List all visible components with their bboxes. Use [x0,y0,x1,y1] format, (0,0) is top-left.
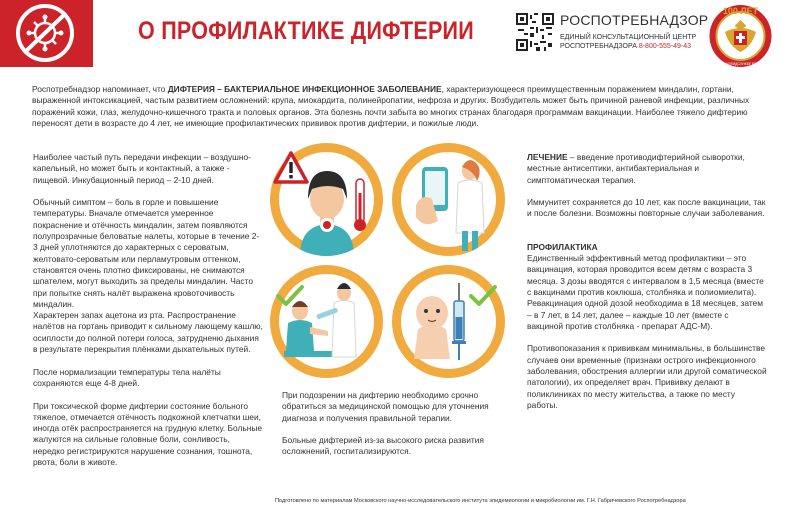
checkmark-icon [468,284,498,308]
emblem-text: 100 ЛЕТ [722,6,759,16]
virus-crossed-icon [10,2,80,64]
intro-part2: , характеризующееся преимущественным поражением миндалин, гортани, выраженной интоксикацией, частым развитием осложнений: крупа, миокардита, полинейропатии, нефроза и других. Возбудитель может быть причиной раневой инфекции, различных поражений кожи, глаз, желудочно-кишечного тракта и половых органов. Эта болезнь почти забыта во многих странах благодаря программам вакцинации. Наиболее тяжело дифтерию переносят дети в возрасте до 4 лет, не имеющие профилактических прививок против дифтерии, и пожилые люди. [32,84,750,128]
emblem-100-years [703,0,778,68]
left-column [33,152,263,480]
qr-code [516,13,554,51]
contraindications-paragraph: Противопоказания к прививкам минимальны, в большинстве случаев они временные (признаки острого инфекционного заболевания, обострения аллергии или другой соматической патологии), их определяет врач. Прививку делают в поликлиниках по месту жительства, а также по месту работы. [527,343,767,410]
illustration-doctor-phone [392,143,505,256]
hotline-phone[interactable]: 8-800-555-49-43 [638,43,691,50]
emblem-sub: ГОССАНЭПИДСЛУЖБЕ РОССИИ [715,62,766,66]
recovery-paragraph: После нормализации температуры тела налёты сохраняются еще 4-8 дней. [33,366,221,388]
middle-column [282,390,510,469]
illustration-vaccination [270,265,383,378]
illustration-baby-syringe [392,265,505,378]
intro-part1: Роспотребнадзор напоминает, что [32,84,168,94]
org-line2: РОСПОТРЕБНАДЗОРА [560,43,637,50]
org-line1: ЕДИНЫЙ КОНСУЛЬТАЦИОННЫЙ ЦЕНТР [560,34,697,41]
toxic-form-paragraph: При токсической форме дифтерии состояние больного тяжелое, отмечается отёчность подкожной клетчатки шеи, иногда отёк распространяется на грудную клетку. Больные жалуются на сильные головные боли, сонливость, нередко регистрируются нарушение сознания, тошнота, рвота, боли в животе. [33,400,263,468]
no-virus-logo [0,0,93,67]
footer-note: Подготовлено по материалам Московского научно-исследовательского института эпидемиологии и микробиологии им. Г.Н. Габричевского Роспотребнадзора [275,498,686,504]
warning-icon [273,150,309,186]
symptoms-paragraph: Обычный симптом – боль в горле и повышение температуры. Вначале отмечается умеренное покраснение и отёчность миндалин, затем появляются полупрозрачные беловатые налеты, которые в течение 2-3 дней уплотняются до характерных с сероватым, желтовато-сероватым или перламутровым оттенком, становятся очень плотно фиксированы, не снимаются шпателем, могут выходить за пределы миндалин. Часто при попытке снять налёт выражена кровоточивость миндалин. Характерен запах ацетона из рта. Распространение налётов на гортань приводит к сильному лающему кашлю, осиплости до полной потери голоса, затрудненю дыхания в результате перекрытия плёнками дыхательных путей. [33,197,263,355]
org-name: РОСПОТРЕБНАДЗОР [560,12,709,28]
intro-paragraph [32,84,772,129]
transmission-paragraph: Наиболее частый путь передачи инфекции – воздушно-капельный, но может быть и контактный, а также - пищевой. Инкубационный период – 2-10 дней. [33,152,251,185]
org-subtitle [560,33,696,51]
immunity-paragraph: Иммунитет сохраняется до 10 лет, как после вакцинации, так и после болезни. Возможны повторные случаи заболевания. [527,197,766,219]
hospitalization-paragraph: Больные дифтерией из-за высокого риска развития осложнений, госпитализируются. [282,435,484,457]
treatment-paragraph [527,152,767,186]
prevention-paragraph: Единственный эффективный метод профилактики – это вакцинация, которая проводится всем детям с возраста 3 месяца. 3 дозы вводятся с интервалом в 1,5 месяца (вместе с вакцинами против коклюша, столбняка и полиомиелита). Ревакцинация одной дозой необходима в 18 месяцев, затем – в 7 лет, в 14 лет, далее – каждые 10 лет (вместе с вакциной против столбняка - препарат АДС-М). [527,253,764,331]
intro-bold: ДИФТЕРИЯ – БАКТЕРИАЛЬНОЕ ИНФЕКЦИОННОЕ ЗАБОЛЕВАНИЕ [167,84,442,94]
right-column [527,152,767,423]
treatment-text: – введение противодифтерийной сыворотки, местные антисептики, антибактериальная и симптоматическая терапия. [527,152,745,185]
treatment-heading: ЛЕЧЕНИЕ [527,152,568,162]
prevention-heading: ПРОФИЛАКТИКА [527,241,598,252]
checkmark-icon [275,284,305,308]
page-title: О ПРОФИЛАКТИКЕ ДИФТЕРИИ [138,17,474,45]
urgent-care-paragraph: При подозрении на дифтерию необходимо срочно обратиться за медицинской помощью для уточнения диагноза и получения правильной терапии. [282,390,489,423]
